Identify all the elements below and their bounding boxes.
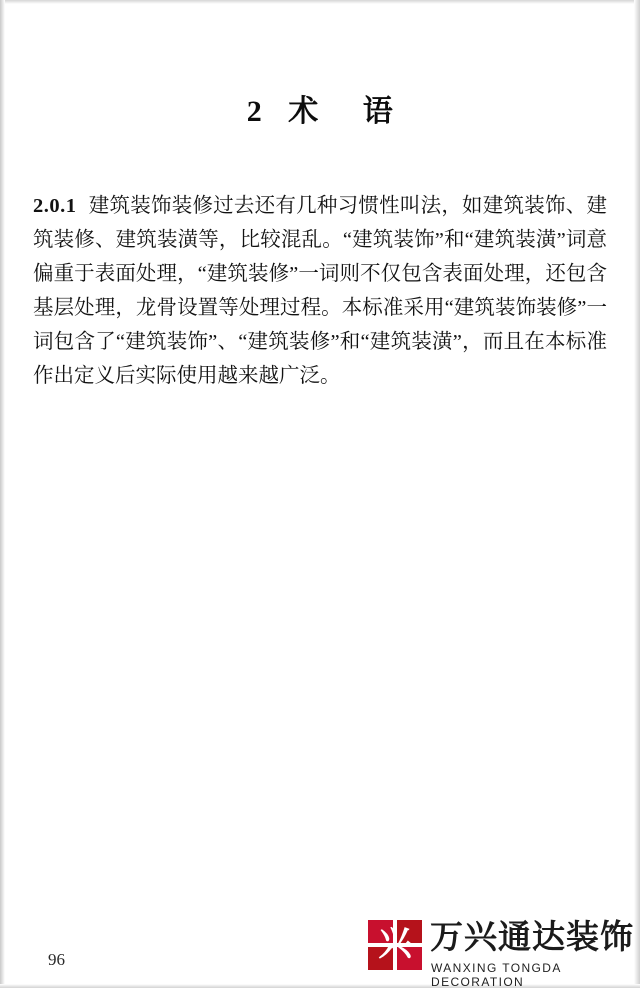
page-edge-right [634, 0, 640, 988]
page-edge-left [0, 0, 5, 988]
chapter-number: 2 [246, 95, 263, 128]
clause-text: 建筑装饰装修过去还有几种习惯性叫法，如建筑装饰、建筑装修、建筑装潢等，比较混乱。“建筑装饰”和“建筑装潢”词意偏重于表面处理，“建筑装修”一词则不仅包含表面处理，还包含基层处理，龙骨设置等处理过程。本标准采用“建筑装饰装修”一词包含了“建筑装饰”、“建筑装修”和“建筑装潢”，而且在本标准作出定义后实际使用越来越广泛。 [33, 194, 607, 387]
company-mark-icon [368, 920, 422, 970]
company-name-cn: 万兴通达装饰 [430, 920, 634, 956]
clause-paragraph [33, 189, 607, 393]
page-title [0, 86, 640, 130]
company-name-en: WANXING TONGDA DECORATION [431, 961, 562, 989]
page-edge-top [0, 0, 640, 4]
chapter-title-char-2: 语 [362, 95, 394, 128]
page-number: 96 [48, 950, 65, 969]
clause-number: 2.0.1 [33, 194, 77, 217]
body-content [33, 168, 607, 413]
watermark-logo [368, 918, 634, 989]
mark-glyph: 兴 [378, 926, 412, 963]
chapter-title-char-1: 术 [288, 95, 319, 128]
